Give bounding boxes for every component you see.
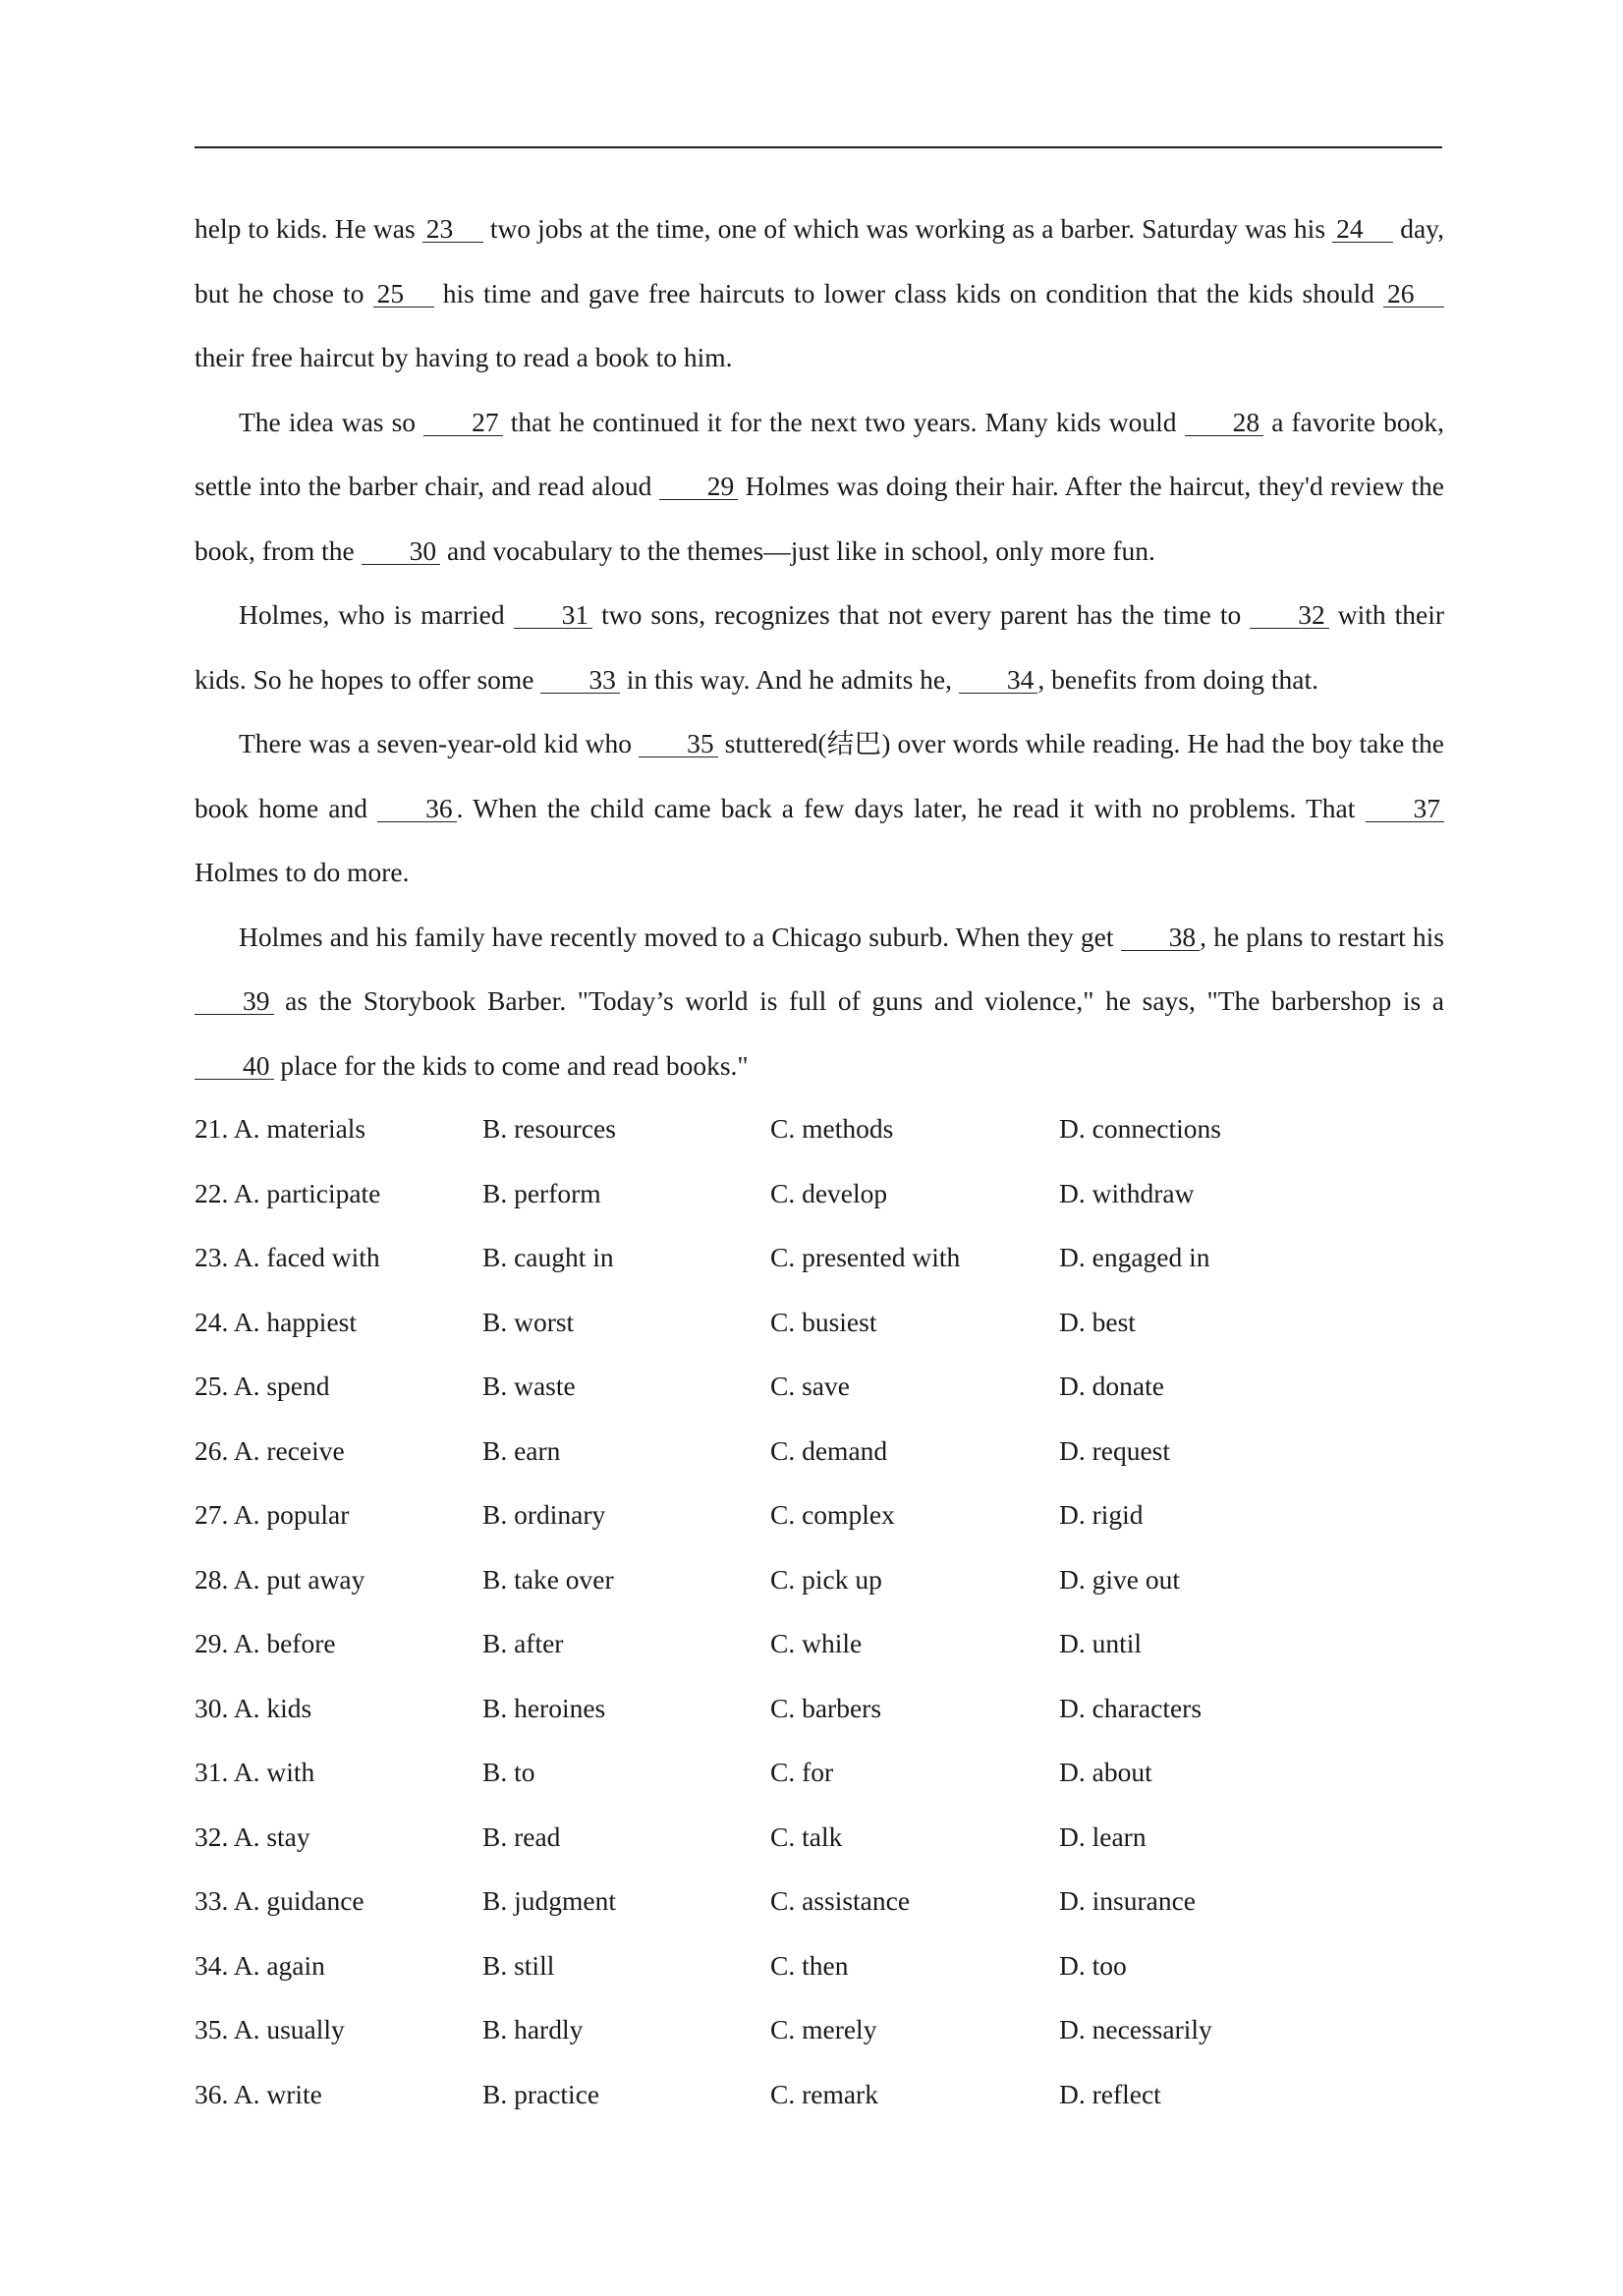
option-b: B. judgment — [482, 1885, 616, 1916]
blank-26: 26 — [1383, 281, 1444, 308]
option-c: C. presented with — [770, 1242, 961, 1272]
option-a: 33. A. guidance — [195, 1885, 364, 1916]
option-a: 34. A. again — [195, 1949, 325, 1981]
passage-text: stuttered(结巴) over words while reading. He had the boy take the book home and — [195, 728, 1444, 823]
passage-text: in this way. And he admits he, — [619, 663, 959, 695]
option-d: D. connections — [1059, 1113, 1221, 1144]
option-c: C. then — [770, 1949, 849, 1981]
passage-text: , he plans to restart his — [1200, 921, 1445, 952]
question-row — [195, 1225, 1275, 1290]
question-row — [195, 1611, 1275, 1676]
blank-38: 38 — [1121, 924, 1201, 951]
question-row — [195, 1419, 1275, 1484]
blank-29: 29 — [659, 474, 739, 500]
option-d: D. donate — [1059, 1371, 1164, 1401]
option-a: 22. A. participate — [195, 1177, 381, 1208]
option-a: 26. A. receive — [195, 1434, 345, 1466]
option-d: D. insurance — [1059, 1885, 1196, 1916]
blank-30: 30 — [362, 538, 441, 565]
option-b: B. read — [482, 1820, 561, 1852]
option-d: D. give out — [1059, 1563, 1180, 1595]
passage-text: his time and gave free haircuts to lower class kids on condition that the kids should — [433, 277, 1383, 308]
option-a: 23. A. faced with — [195, 1242, 380, 1272]
option-a: 28. A. put away — [195, 1563, 365, 1595]
option-d: D. rigid — [1059, 1499, 1144, 1530]
option-c: C. merely — [770, 2014, 877, 2044]
blank-27: 27 — [423, 410, 503, 436]
passage-text: their free haircut by having to read a book to him. — [195, 342, 733, 372]
passage-text: with their kids. So he hopes to offer some — [195, 599, 1444, 695]
option-b: B. perform — [482, 1177, 601, 1208]
passage-text: There was a seven-year-old kid who — [239, 728, 640, 758]
option-c: C. methods — [770, 1113, 894, 1144]
question-row — [195, 1483, 1275, 1547]
question-row — [195, 1290, 1275, 1355]
option-a: 27. A. popular — [195, 1499, 350, 1530]
passage-text: two sons, recognizes that not every parent has the time to — [592, 599, 1251, 630]
passage-text: and vocabulary to the themes—just like in school, only more fun. — [440, 534, 1155, 566]
option-c: C. talk — [770, 1820, 843, 1852]
option-c: C. remark — [770, 2078, 878, 2109]
paragraph-4 — [195, 711, 1444, 905]
blank-25: 25 — [373, 281, 434, 308]
option-c: C. barbers — [770, 1692, 882, 1723]
blank-24: 24 — [1332, 216, 1393, 243]
option-c: C. pick up — [770, 1563, 882, 1595]
passage-text: help to kids. He was — [195, 213, 422, 244]
option-b: B. take over — [482, 1563, 614, 1595]
option-b: B. heroines — [482, 1692, 606, 1723]
option-c: C. for — [770, 1757, 834, 1787]
question-row — [195, 1547, 1275, 1612]
question-row — [195, 2062, 1275, 2127]
passage-text: day, but he chose to — [195, 213, 1445, 308]
option-a: 29. A. before — [195, 1628, 336, 1658]
option-c: C. develop — [770, 1177, 888, 1208]
passage-text: Holmes and his family have recently moved to a Chicago suburb. When they get — [239, 921, 1121, 952]
paragraph-3 — [195, 583, 1444, 711]
question-row — [195, 1354, 1275, 1419]
option-c: C. demand — [770, 1434, 888, 1466]
option-a: 21. A. materials — [195, 1113, 366, 1144]
passage-text: Holmes was doing their hair. After the haircut, they'd review the book, from the — [195, 471, 1444, 566]
option-b: B. worst — [482, 1306, 575, 1337]
option-a: 24. A. happiest — [195, 1306, 357, 1337]
passage-text: as the Storybook Barber. "Today’s world is full of guns and violence," he says, "The barbershop is a — [273, 985, 1444, 1016]
option-b: B. earn — [482, 1434, 561, 1466]
blank-37: 37 — [1366, 796, 1445, 822]
option-b: B. resources — [482, 1113, 616, 1144]
option-c: C. complex — [770, 1499, 895, 1530]
blank-23: 23 — [422, 216, 483, 243]
blank-34: 34 — [959, 667, 1038, 694]
option-c: C. save — [770, 1371, 850, 1401]
header-rule — [195, 146, 1442, 148]
paragraph-5 — [195, 905, 1444, 1098]
answer-options — [195, 1096, 1275, 2126]
option-a: 32. A. stay — [195, 1820, 310, 1852]
option-d: D. withdraw — [1059, 1177, 1195, 1208]
option-a: 36. A. write — [195, 2078, 322, 2109]
question-row — [195, 1740, 1275, 1805]
paragraph-1 — [195, 196, 1444, 390]
option-b: B. to — [482, 1757, 535, 1787]
option-b: B. after — [482, 1628, 564, 1658]
option-a: 25. A. spend — [195, 1371, 330, 1401]
passage-text: place for the kids to come and read books." — [273, 1049, 749, 1081]
blank-33: 33 — [540, 667, 620, 694]
option-d: D. necessarily — [1059, 2014, 1212, 2044]
blank-35: 35 — [639, 731, 718, 757]
passage-text: Holmes to do more. — [195, 857, 410, 887]
question-row — [195, 1161, 1275, 1226]
option-a: 35. A. usually — [195, 2014, 345, 2044]
question-row — [195, 1805, 1275, 1870]
option-a: 31. A. with — [195, 1757, 315, 1787]
option-b: B. waste — [482, 1371, 576, 1401]
question-row — [195, 1096, 1275, 1161]
passage-text: a favorite book, settle into the barber chair, and read aloud — [195, 406, 1444, 501]
option-d: D. about — [1059, 1757, 1152, 1787]
option-d: D. best — [1059, 1306, 1136, 1337]
question-row — [195, 1676, 1275, 1741]
blank-32: 32 — [1250, 602, 1329, 629]
question-row — [195, 1869, 1275, 1933]
paragraph-2 — [195, 390, 1444, 584]
option-c: C. while — [770, 1628, 863, 1658]
passage-text: . When the child came back a few days later, he read it with no problems. That — [456, 792, 1366, 823]
option-c: C. busiest — [770, 1306, 877, 1337]
option-d: D. request — [1059, 1434, 1171, 1466]
option-b: B. ordinary — [482, 1499, 606, 1530]
option-b: B. still — [482, 1949, 555, 1981]
option-b: B. practice — [482, 2078, 600, 2109]
option-d: D. too — [1059, 1949, 1127, 1981]
passage-text: Holmes, who is married — [239, 599, 514, 630]
blank-36: 36 — [377, 796, 457, 822]
cloze-passage — [195, 196, 1444, 1097]
option-b: B. caught in — [482, 1242, 614, 1272]
option-d: D. characters — [1059, 1692, 1203, 1723]
option-c: C. assistance — [770, 1885, 911, 1916]
passage-text: The idea was so — [239, 406, 424, 437]
option-d: D. reflect — [1059, 2078, 1161, 2109]
option-a: 30. A. kids — [195, 1692, 312, 1723]
passage-text: that he continued it for the next two years. Many kids would — [502, 406, 1185, 437]
blank-39: 39 — [195, 988, 274, 1015]
passage-text: two jobs at the time, one of which was working as a barber. Saturday was his — [482, 213, 1333, 244]
passage-text: , benefits from doing that. — [1037, 663, 1319, 695]
option-d: D. learn — [1059, 1820, 1147, 1852]
blank-31: 31 — [514, 602, 593, 629]
blank-28: 28 — [1185, 410, 1264, 436]
blank-40: 40 — [195, 1053, 274, 1080]
option-d: D. until — [1059, 1628, 1143, 1658]
question-row — [195, 1933, 1275, 1998]
question-row — [195, 1997, 1275, 2062]
option-d: D. engaged in — [1059, 1242, 1210, 1272]
option-b: B. hardly — [482, 2014, 584, 2044]
